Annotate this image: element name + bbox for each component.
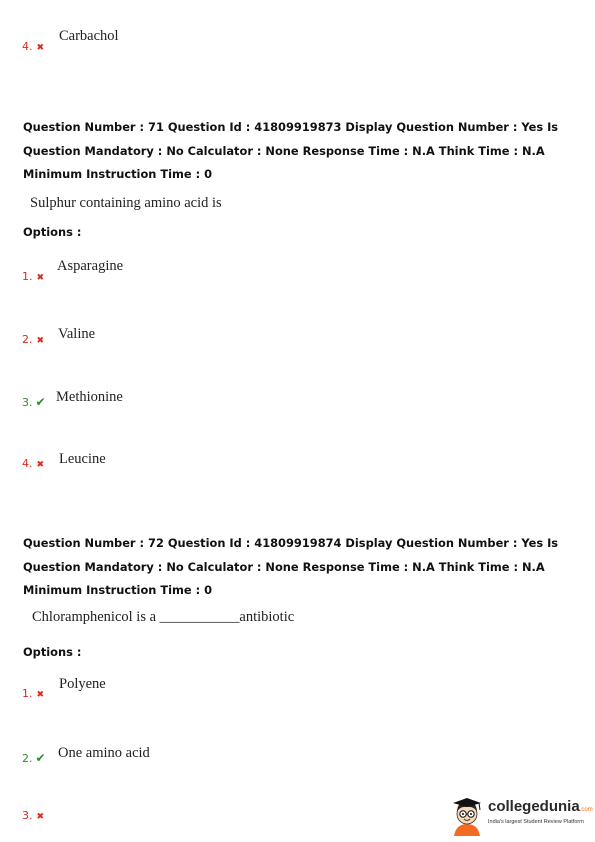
option-text: Methionine — [56, 389, 123, 405]
wrong-mark-icon: ✖ — [36, 812, 45, 822]
option-text: Asparagine — [57, 258, 124, 274]
option-number: 1. ✖ — [22, 687, 45, 700]
options-label: Options : — [23, 645, 82, 659]
logo-tagline: India's largest Student Review Platform — [488, 819, 584, 825]
wrong-mark-icon: ✖ — [36, 460, 45, 470]
collegedunia-logo — [448, 796, 593, 836]
question-meta: Question Number : 71 Question Id : 41809919873 Display Question Number : Yes Is Question Mandatory : No Calculator : None Response Time : N.A Think Time : N.A Minimum Instruction Time : 0 — [23, 120, 559, 181]
question-text: Sulphur containing amino acid is — [30, 195, 222, 211]
answer-blank: ___________ — [159, 609, 240, 625]
student-mascot-icon — [448, 796, 486, 836]
option-number: 2. ✖ — [22, 333, 45, 346]
option-number: 3. ✔ — [22, 395, 46, 409]
option-number: 4. ✖ — [22, 457, 45, 470]
check-mark-icon: ✔ — [35, 751, 46, 765]
option-text: Valine — [58, 326, 96, 342]
option-text: One amino acid — [58, 745, 150, 761]
option-text: Carbachol — [59, 28, 119, 44]
option-number: 4. ✖ — [22, 40, 45, 53]
question-meta: Question Number : 72 Question Id : 41809919874 Display Question Number : Yes Is Question Mandatory : No Calculator : None Response Time : N.A Think Time : N.A Minimum Instruction Time : 0 — [23, 536, 559, 597]
check-mark-icon: ✔ — [35, 395, 46, 409]
wrong-mark-icon: ✖ — [36, 273, 45, 283]
options-label: Options : — [23, 225, 82, 239]
option-text: Leucine — [59, 451, 106, 467]
wrong-mark-icon: ✖ — [36, 43, 45, 53]
logo-wordmark: collegedunia.com — [488, 798, 593, 815]
question-text: Chloramphenicol is a ___________antibiotic — [32, 609, 295, 625]
option-text: Polyene — [59, 676, 106, 692]
option-number: 1. ✖ — [22, 270, 45, 283]
option-number: 3. ✖ — [22, 809, 45, 822]
wrong-mark-icon: ✖ — [36, 336, 45, 346]
wrong-mark-icon: ✖ — [36, 690, 45, 700]
option-number: 2. ✔ — [22, 751, 46, 765]
